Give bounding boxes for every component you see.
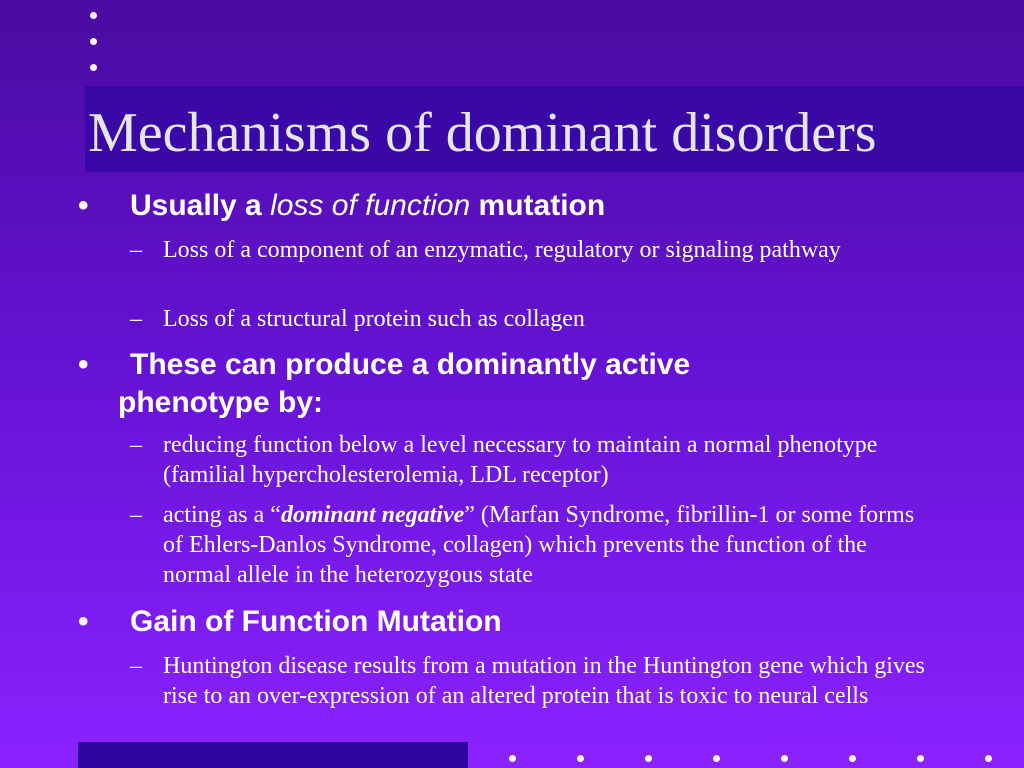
decor-dot <box>917 755 924 762</box>
sub-item <box>130 235 930 265</box>
decor-dot <box>509 755 516 762</box>
bullet-mark: • <box>78 348 89 381</box>
dash-mark: – <box>130 306 142 332</box>
bullet-mark: • <box>78 605 89 638</box>
sub-text: ” (Marfan Syndrome, fibrillin-1 or some forms of Ehlers-Danlos Syndrome, collagen) which prevents the function of the normal allele in the heterozygous state <box>163 502 915 588</box>
dash-mark: – <box>130 502 142 528</box>
bottom-bar <box>78 742 468 768</box>
decor-dot <box>577 755 584 762</box>
bullet-italic-text: loss of function <box>270 189 471 222</box>
bullet-mark: • <box>78 189 89 222</box>
bullet-text: Usually a <box>130 189 271 222</box>
sub-text: Loss of a component of an enzymatic, regulatory or signaling pathway <box>163 237 841 263</box>
slide-title: Mechanisms of dominant disorders <box>88 102 877 164</box>
sub-item <box>130 304 930 334</box>
dash-mark: – <box>130 653 142 679</box>
decor-dot <box>713 755 720 762</box>
dash-mark: – <box>130 237 142 263</box>
emphasis-text: dominant negative <box>280 502 465 528</box>
dash-mark: – <box>130 432 142 458</box>
decor-dot <box>849 755 856 762</box>
bullet-text: phenotype by: <box>118 386 324 419</box>
sub-text: reducing function below a level necessary to maintain a normal phenotype (familial hypercholesterolemia, LDL receptor) <box>163 432 878 488</box>
decor-dot <box>645 755 652 762</box>
bullet-text: Gain of Function Mutation <box>130 605 502 638</box>
bullet-text: mutation <box>470 189 606 222</box>
bullet-text: These can produce a dominantly active <box>130 348 691 381</box>
bullet-item <box>78 346 958 422</box>
bullet-item <box>78 187 958 225</box>
decor-dot <box>781 755 788 762</box>
sub-text: acting as a “ <box>163 502 281 528</box>
bullet-item <box>78 603 958 641</box>
sub-item <box>130 651 930 711</box>
decor-dot <box>985 755 992 762</box>
sub-item <box>130 430 930 490</box>
sub-text: Huntington disease results from a mutation in the Huntington gene which gives rise to an over-expression of an altered protein that is toxic to neural cells <box>163 653 925 709</box>
sub-text: Loss of a structural protein such as collagen <box>163 306 585 332</box>
sub-item <box>130 500 930 590</box>
